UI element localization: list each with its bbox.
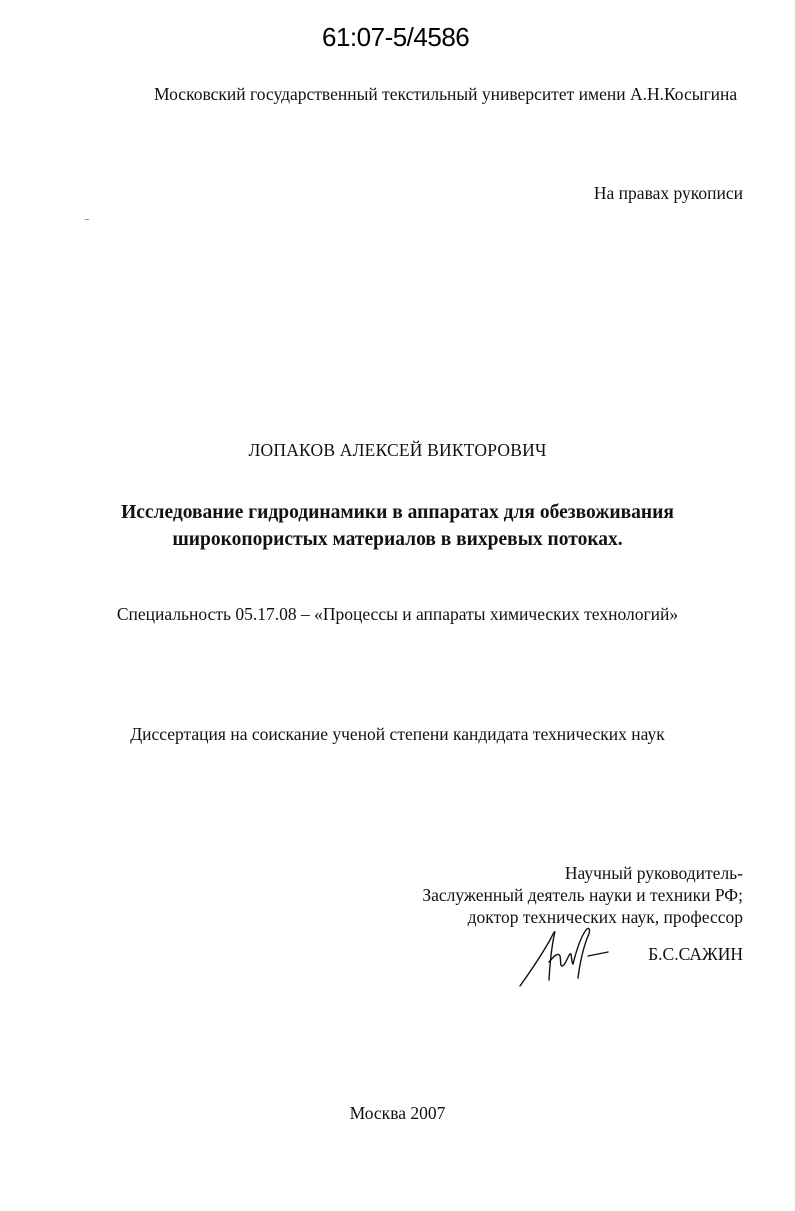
signature-icon [516, 922, 616, 992]
specialty-line: Специальность 05.17.08 – «Процессы и аппараты химических технологий» [116, 604, 679, 624]
author-name: ЛОПАКОВ АЛЕКСЕЙ ВИКТОРОВИЧ [248, 440, 547, 460]
rights-notice: На правах рукописи [593, 183, 743, 203]
title-line-1: Исследование гидродинамики в аппаратах для обезвоживания [121, 502, 674, 523]
city-year: Москва 2007 [349, 1103, 446, 1123]
dissertation-title [0, 499, 795, 553]
supervisor-honorary-title: Заслуженный деятель науки и техники РФ; [422, 885, 743, 905]
degree-line: Диссертация на соискание ученой степени кандидата технических наук [130, 724, 665, 744]
university-name: Московский государственный текстильный университет имени А.Н.Косыгина [154, 84, 738, 104]
supervisor-academic-degree: доктор технических наук, профессор [467, 907, 743, 927]
supervisor-name: Б.С.САЖИН [648, 944, 743, 964]
title-line-2: широкопористых материалов в вихревых потоках. [172, 529, 623, 550]
supervisor-block [422, 862, 743, 928]
catalog-number: 61:07-5/4586 [322, 22, 470, 52]
supervisor-role: Научный руководитель- [564, 863, 743, 883]
scan-mark [85, 219, 89, 220]
